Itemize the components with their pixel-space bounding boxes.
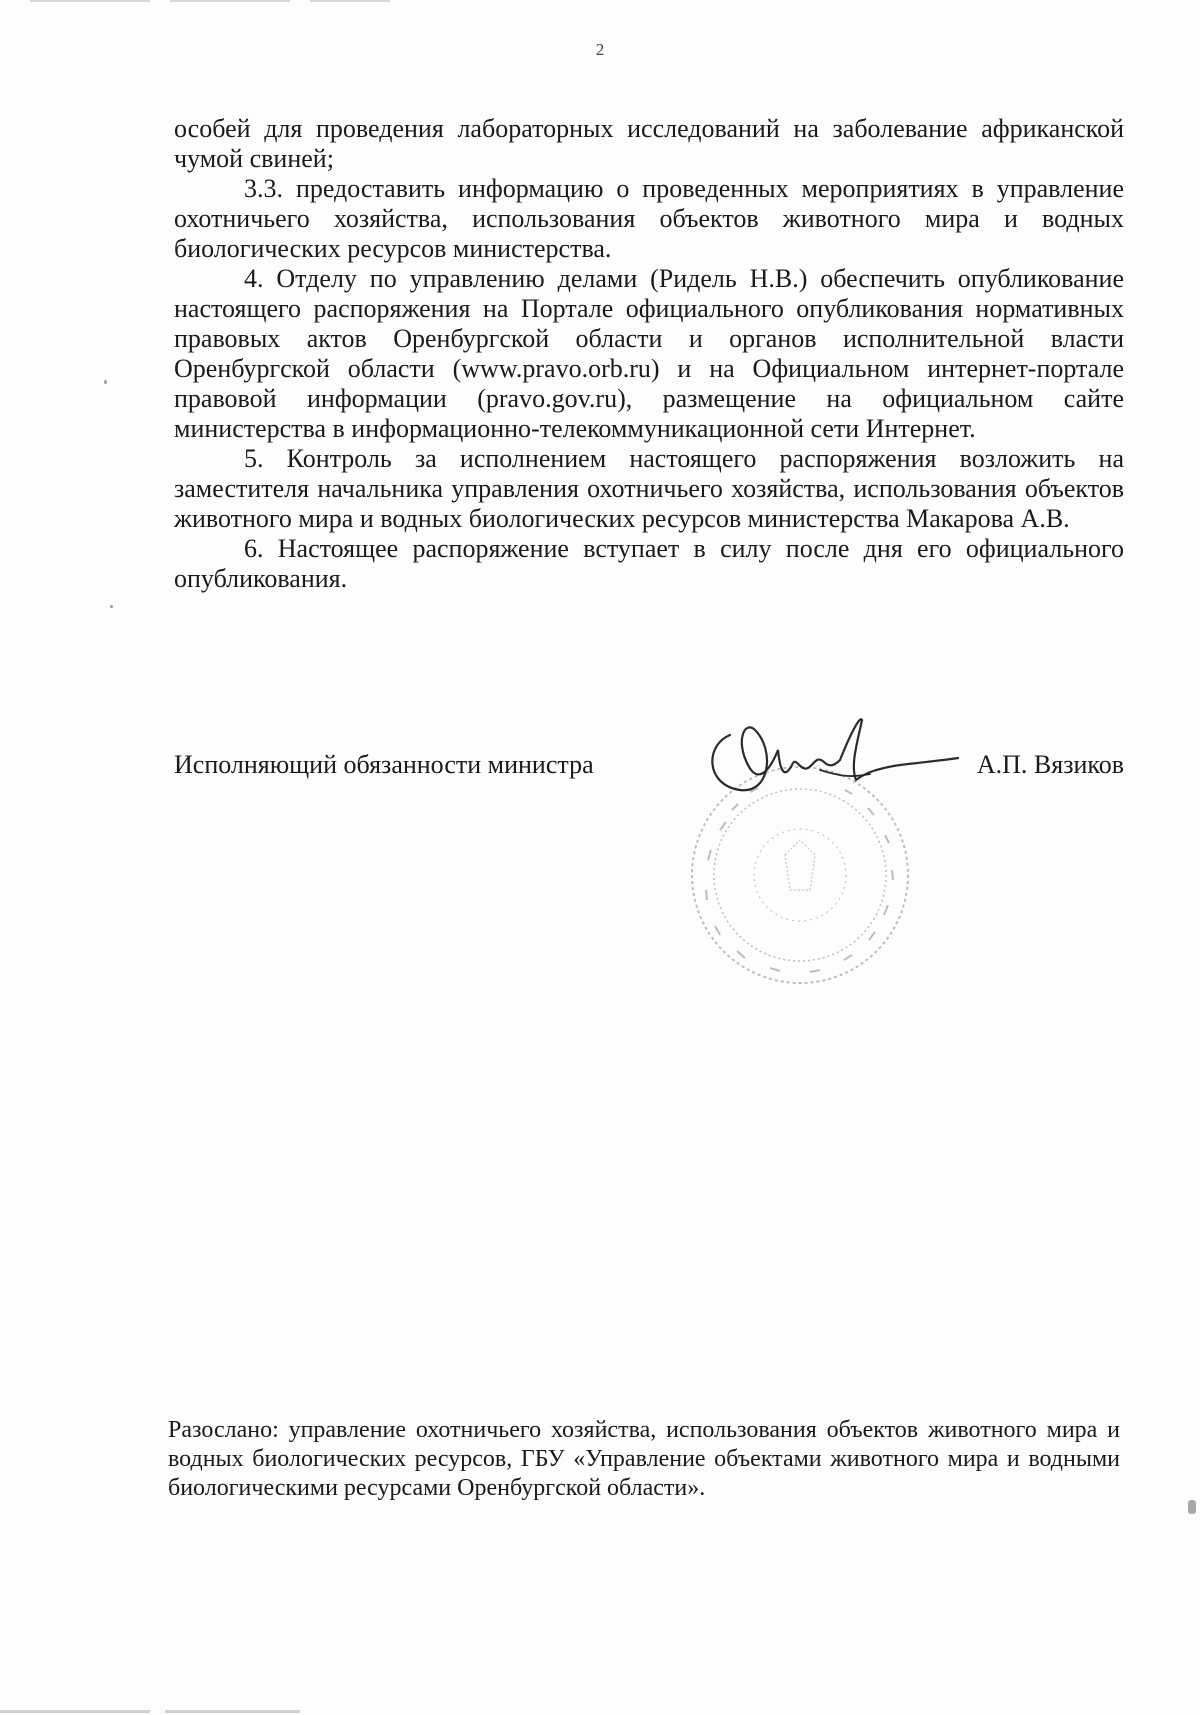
signatory-position: Исполняющий обязанности министра <box>174 750 594 779</box>
scan-speck <box>110 605 113 608</box>
signature-block <box>174 750 1124 790</box>
paragraph-5: 5. Контроль за исполнением настоящего распоряжения возложить на заместителя начальника управления охотничьего хозяйства, использования объектов животного мира и водных биологических ресурсов министерства Макарова А.В. <box>174 444 1124 533</box>
scan-edge-bottom <box>0 1710 300 1713</box>
paragraph-3-3: 3.3. предоставить информацию о проведенных мероприятиях в управление охотничьего хозяйства, использования объектов животного мира и водных биологических ресурсов министерства. <box>174 174 1124 263</box>
page-number: 2 <box>595 40 605 59</box>
document-body <box>174 114 1124 594</box>
signatory-name: А.П. Вязиков <box>976 750 1124 779</box>
scan-edge-top <box>30 0 390 2</box>
paragraph-6: 6. Настоящее распоряжение вступает в силу после дня его официального опубликования. <box>174 534 1124 593</box>
scan-speck <box>104 380 107 384</box>
paragraph-continuation: особей для проведения лабораторных исследований на заболевание африканской чумой свиней; <box>174 114 1124 173</box>
scan-speck <box>1188 1500 1196 1514</box>
distribution-list: Разослано: управление охотничьего хозяйства, использования объектов животного мира и водных биологических ресурсов, ГБУ «Управление объектами животного мира и водными биологическими ресурсами Оренбургской области». <box>168 1417 1120 1501</box>
paragraph-4: 4. Отделу по управлению делами (Ридель Н.В.) обеспечить опубликование настоящего распоряжения на Портале официального опубликования нормативных правовых актов Оренбургской области и органов исполнительной власти Оренбургской области (www.pravo.orb.ru) и на Официальном интернет-портале правовой информации (pravo.gov.ru), размещение на официальном сайте министерства в информационно-телекоммуникационной сети Интернет. <box>174 264 1124 443</box>
